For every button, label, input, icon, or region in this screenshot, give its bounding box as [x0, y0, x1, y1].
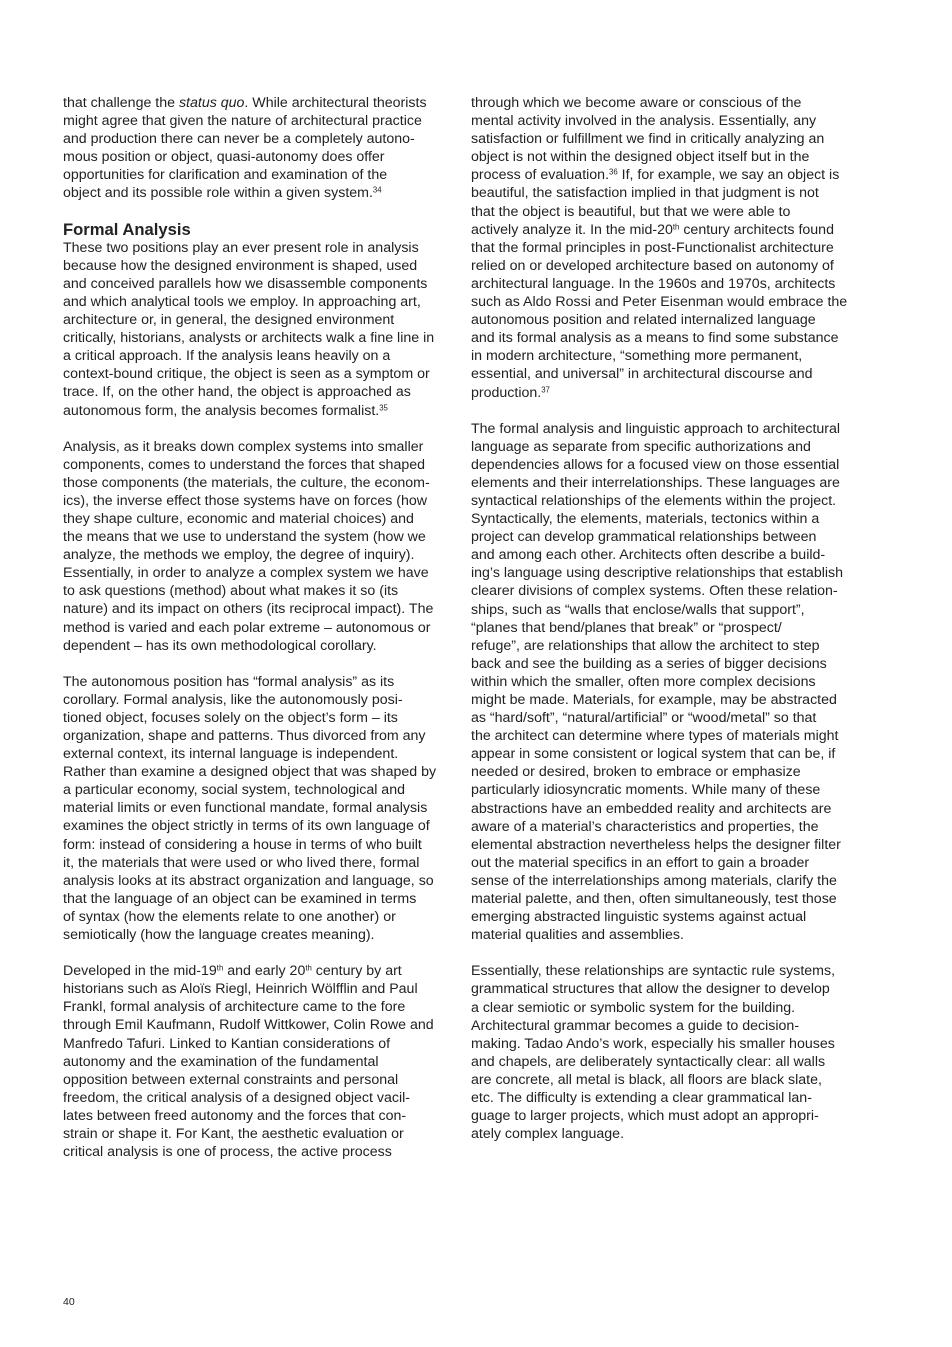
ordinal-suffix: th: [216, 963, 224, 973]
footnote-ref-35: 35: [379, 402, 388, 412]
emphasis-status-quo: status quo: [178, 95, 245, 111]
text-run: through which we become aware or conscious of the mental activity involved in the analysis. Essentially, any satisfaction or fulfillment we find in critically analyzing an object is not within the designed object itself but in the process of evaluation.: [471, 95, 825, 184]
text-run: and early 20: [223, 963, 306, 980]
section-heading-formal-analysis: Formal Analysis: [63, 219, 191, 239]
footnote-ref-37: 37: [541, 384, 550, 394]
paragraph-aware-or-conscious: [471, 94, 863, 402]
text-run: Developed in the mid-19: [63, 963, 217, 980]
paragraph-autonomous-position: The autonomous position has “formal analysis” as its corollary. Formal analysis, like the autonomously posi- tioned object, focuses solely on the object’s form – its organization, shape and patterns. Thus divorced from any external context, its internal language is independent. Rather than examine a designed object that was shaped by a particular economy, social system, technological and material limits or even functional mandate, formal analysis examines the object strictly in terms of its own language of form: instead of considering a house in terms of who built it, the materials that were used or who lived there, formal analysis looks at its abstract organization and language, so that the language of an object can be examined in terms of syntax (how the elements relate to one another) or semiotically (how the language creates meaning).: [63, 673, 437, 944]
left-column: [63, 94, 455, 1179]
paragraph-two-positions: [63, 239, 455, 420]
right-column: [471, 94, 863, 1161]
text-run: If, for example, we say an object is beautiful, the satisfaction implied in that judgment is not that the object is beautiful, but that we were able to actively analyze it. In the mid-20: [471, 167, 840, 238]
footnote-ref-36: 36: [609, 167, 618, 177]
paragraph-analysis-breaks-down: Analysis, as it breaks down complex systems into smaller components, comes to understand the forces that shaped those components (the materials, the culture, the econom- ics), the inverse effect those systems have on forces (how they shape culture, economic and material choices) and the means that we use to understand the system (how we analyze, the methods we employ, the degree of inquiry). Essentially, in order to analyze a complex system we have to ask questions (method) about what makes it so (its nature) and its impact on others (its reciprocal impact). The method is varied and each polar extreme – autonomous or dependent – has its own methodological corollary.: [63, 438, 434, 654]
text-run: that challenge the: [63, 95, 179, 111]
paragraph-linguistic-approach: The formal analysis and linguistic approach to architectural language as separate from specific authorizations and dependencies allows for a focused view on those essential elements and their interrelationships. These languages are syntactical relationships of the elements within the project. Syntactically, the elements, materials, tectonics within a project can develop grammatical relationships between and among each other. Architects often describe a build- ing’s language using descriptive relationships that establish clearer divisions of complex systems. Often these relation- ships, such as “walls that enclose/walls that support”, “planes that bend/planes that break” or “prospect/ refuge”, are relationships that allow the architect to step back and see the building as a series of bigger decisions within which the smaller, often more complex decisions might be made. Materials, for example, may be abstracted as “hard/soft”, “natural/artificial” or “wood/metal” so that the architect can determine where types of materials might appear in some consistent or logical system that can be, if needed or desired, broken to embrace or emphasize particularly idiosyncratic moments. While many of these abstractions have an embedded reality and architects are aware of a material’s characteristics and properties, the elemental abstraction nevertheless helps the designer filter out the material specifics in an effort to gain a broader sense of the interrelationships among materials, clarify the material palette, and then, often simultaneously, test those emerging abstracted linguistic systems against actual material qualities and assemblies.: [471, 420, 843, 944]
text-run: century architects found that the formal principles in post-Functionalist architecture relied on or developed architecture based on autonomy of architectural language. In the 1960s and 1970s, architects such as Aldo Rossi and Peter Eisenman would embrace the autonomous position and related internalized language and its formal analysis as a means to find some substance in modern architecture, “something more permanent, essential, and universal” in architectural discourse and production.: [471, 221, 848, 401]
page-number: 40: [63, 1296, 75, 1308]
ordinal-suffix: th: [672, 221, 680, 231]
footnote-ref-34: 34: [372, 185, 382, 195]
paragraph-developed-mid-19th: [63, 962, 455, 1161]
paragraph-status-quo: [63, 94, 455, 203]
text-run: These two positions play an ever present role in analysis because how the designed environment is shaped, used and conceived parallels how we disassemble components and which analytical tools we employ. In approaching art, architecture or, in general, the designed environment critically, historians, analysts or architects walk a fine line in a critical approach. If the analysis leans heavily on a context-bound critique, the object is seen as a symptom or trace. If, on the other hand, the object is approached as autonomous form, the analysis becomes formalist.: [63, 239, 435, 419]
ordinal-suffix: th: [305, 963, 312, 973]
text-run: century by art historians such as Aloïs Riegl, Heinrich Wölfflin and Paul Frankl, formal analysis of architecture came to the fore through Emil Kaufmann, Rudolf Wittkower, Colin Rowe and Manfredo Tafuri. Linked to Kantian considerations of autonomy and the examination of the fundamental opposition between external constraints and personal freedom, the critical analysis of a designed object vacil- lates between freed autonomy and the forces that con- strain or shape it. For Kant, the aesthetic evaluation or critical analysis is one of process, the active process: [63, 963, 434, 1161]
paragraph-syntactic-rule-systems: Essentially, these relationships are syntactic rule systems, grammatical structures that allow the designer to develop a clear semiotic or symbolic system for the building. Architectural grammar becomes a guide to decision- making. Tadao Ando’s work, especially his smaller houses and chapels, are deliberately syntactically clear: all walls are concrete, all metal is black, all floors are black slate, etc. The difficulty is extending a clear grammatical lan- guage to larger projects, which must adopt an appropri- ately complex language.: [471, 963, 836, 1143]
text-run: . While architectural theorists might agree that given the nature of architectural practice and production there can never be a completely autono- mous position or object, quasi-autonomy does offer opportunities for clarification and examination of the object and its possible role within a given system.: [63, 95, 427, 202]
